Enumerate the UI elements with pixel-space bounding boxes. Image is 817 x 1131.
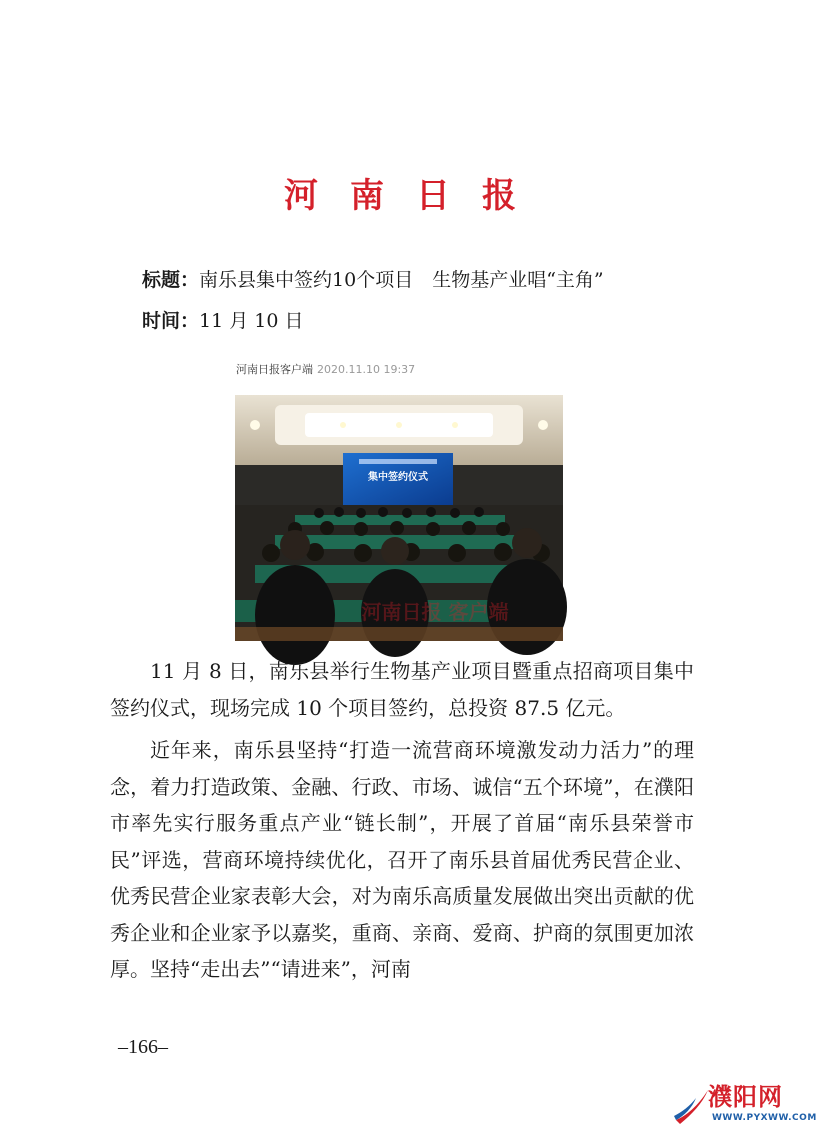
page-number: –166– (118, 1036, 168, 1058)
photo-source: 河南日报客户端 (236, 363, 313, 376)
logo-swoosh-icon (672, 1086, 712, 1126)
date-label: 时间： (142, 310, 200, 332)
logo-name: 濮阳网 (708, 1083, 783, 1111)
article-date-row (142, 307, 304, 335)
article-title: 南乐县集中签约10个项目 生物基产业唱“主角” (199, 269, 604, 291)
body-paragraph-1: 11 月 8 日，南乐县举行生物基产业项目暨重点招商项目集中签约仪式，现场完成 10 个项目签约，总投资 87.5 亿元。 (110, 659, 694, 720)
photo-watermark: 河南日报 客户端 (361, 600, 509, 624)
newspaper-masthead: 河南日报 (284, 176, 548, 216)
site-logo (672, 1082, 817, 1128)
title-label: 标题： (142, 269, 200, 291)
photo-timestamp: 2020.11.10 19:37 (317, 363, 416, 376)
article-title-row (142, 266, 604, 294)
photo-caption (236, 362, 415, 378)
article-body (110, 653, 694, 994)
article-date: 11 月 10 日 (199, 310, 304, 332)
screen-text: 集中签约仪式 (368, 472, 428, 483)
logo-url: WWW.PYXWW.COM (712, 1113, 817, 1123)
body-paragraph-2: 近年来，南乐县坚持“打造一流营商环境激发动力活力”的理念，着力打造政策、金融、行政、市场、诚信“五个环境”，在濮阳市率先实行服务重点产业“链长制”，开展了首届“南乐县荣誉市民”评选，营商环境持续优化，召开了南乐县首届优秀民营企业、优秀民营企业家表彰大会，对为南乐高质量发展做出突出贡献的优秀企业和企业家予以嘉奖，重商、亲商、爱商、护商的氛围更加浓厚。坚持“走出去”“请进来”，河南 (110, 738, 694, 981)
signing-ceremony-photo (235, 395, 563, 641)
